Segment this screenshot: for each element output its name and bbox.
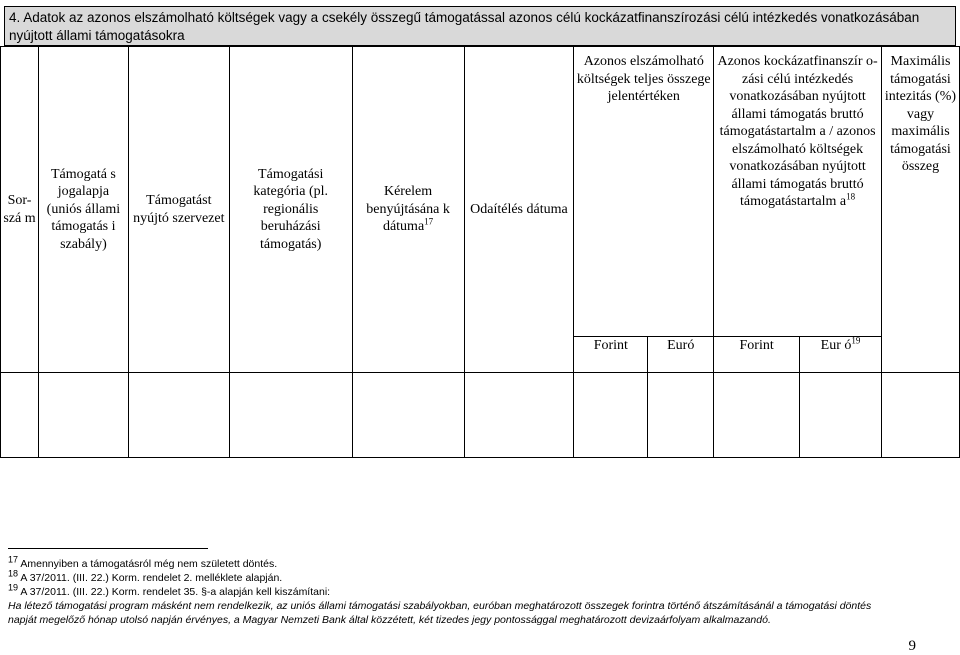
table-cell <box>352 373 464 458</box>
col-header-euro-1: Euró <box>648 337 714 373</box>
section-title: 4. Adatok az azonos elszámolható költségek vagy a csekély összegű támogatással azonos célú kockázatfinanszírozási célú intézkedés vonatkozásában nyújtott állami támogatásokra <box>4 6 956 46</box>
col-header-forint-1: Forint <box>574 337 648 373</box>
footnote-ref-19: 19 <box>851 336 861 346</box>
footnote-19: $^{19}$ A 37/2011. (III. 22.) Korm. rendelet 35. §-a alapján kell kiszámítani: <box>8 582 331 598</box>
col-header-kerelem: Kérelem benyújtásána k dátuma$^{17}$ <box>352 47 464 373</box>
col-header-maximalis: Maximális támogatási intezitás (%) vagy maximális támogatási összeg <box>881 47 959 373</box>
table-cell <box>1 373 39 458</box>
table-cell <box>800 373 882 458</box>
col-header-kategoria: Támogatási kategória (pl. regionális beruházási támogatás) <box>229 47 352 373</box>
col-header-azonos-koltseg: Azonos elszámolható költségek teljes összege jelentértéken <box>574 47 714 337</box>
table-cell <box>574 373 648 458</box>
footnote-17: $^{17}$ Amennyiben a támogatásról még nem született döntés. <box>8 554 278 570</box>
footnote-19-text-line-2: napját megelőző hónap utolsó napján érvényes, a Magyar Nemzeti Bank által közzétett, két tizedes jegy pontossággal meghatározott devizaárfolyam alkalmazandó. <box>8 614 771 626</box>
footnote-18: $^{18}$ A 37/2011. (III. 22.) Korm. rendelet 2. melléklete alapján. <box>8 568 283 584</box>
table-cell <box>128 373 229 458</box>
col-header-forint-2: Forint <box>714 337 800 373</box>
table-cell <box>881 373 959 458</box>
data-table <box>0 46 960 458</box>
footnote-ref-18: 18 <box>846 191 856 202</box>
col-header-odaiteles: Odaítélés dátuma <box>464 47 574 373</box>
page-number: 9 <box>908 638 916 654</box>
table-row <box>1 373 960 458</box>
table-cell <box>464 373 574 458</box>
table-cell <box>38 373 128 458</box>
col-header-sorszam: Sor-szá m <box>1 47 39 373</box>
col-header-szervezet: Támogatást nyújtó szervezet <box>128 47 229 373</box>
table-cell <box>229 373 352 458</box>
footnote-separator <box>8 548 208 549</box>
footnote-19-text-line-1: Ha létező támogatási program másként nem rendelkezik, az uniós állami támogatási szabályokban, euróban meghatározott összegek forintra történő átszámításánál a támogatási döntés <box>8 600 872 612</box>
table-cell <box>714 373 800 458</box>
footnote-ref-17: 17 <box>424 216 434 227</box>
col-header-kockazat: Azonos kockázatfinanszír o-zási célú intézkedés vonatkozásában nyújtott állami támogatás bruttó támogatástartalm a / azonos elszámolható költségek vonatkozásában nyújtott állami támogatás bruttó támogatástartalm $a^{18}$ <box>714 47 882 337</box>
table-cell <box>648 373 714 458</box>
col-header-jogalap: Támogatá s jogalapja (uniós állami támogatás i szabály) <box>38 47 128 373</box>
col-header-euro-2: Eur $ó^{19}$ <box>800 337 882 373</box>
